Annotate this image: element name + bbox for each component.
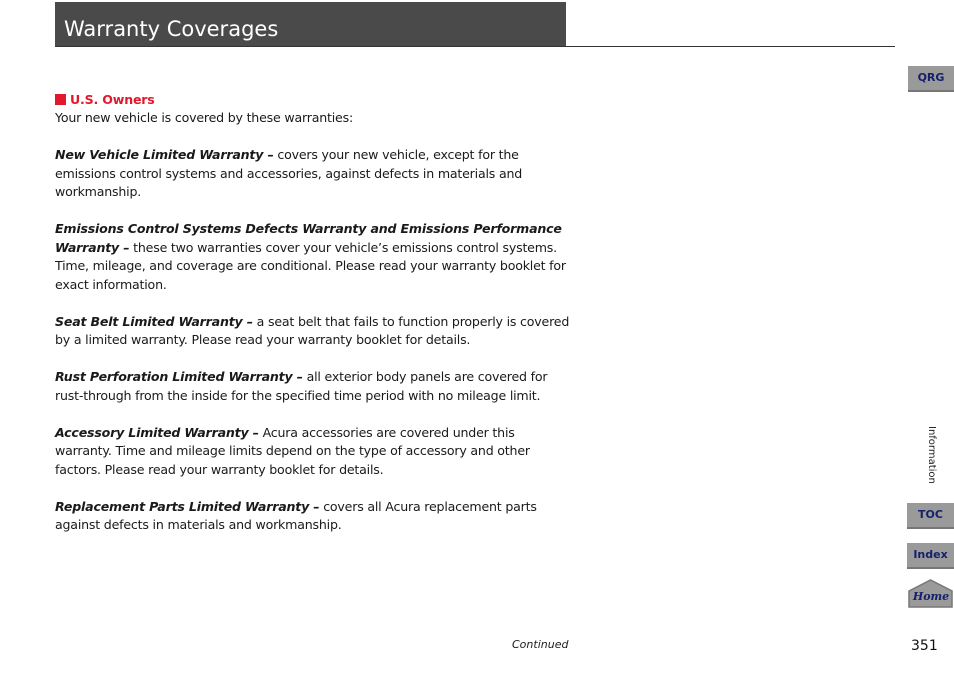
- warranty-paragraph: [55, 313, 570, 350]
- warranty-term: Accessory Limited Warranty –: [55, 424, 259, 440]
- toc-tab[interactable]: TOC: [907, 503, 954, 529]
- title-divider: [55, 46, 895, 47]
- warranty-paragraph: [55, 498, 570, 535]
- warranty-description: a seat belt that fails to function properly is covered by a limited warranty. Please read your warranty booklet for details.: [55, 313, 570, 347]
- warranty-paragraph: [55, 220, 570, 294]
- warranty-term: Emissions Control Systems Defects Warranty and Emissions Performance Warranty –: [55, 221, 562, 255]
- main-content: [55, 91, 570, 553]
- warranty-term: Replacement Parts Limited Warranty –: [55, 498, 320, 514]
- page-title-bar: [55, 2, 566, 46]
- home-label: Home: [912, 590, 950, 603]
- page-title: Warranty Coverages: [64, 17, 279, 41]
- warranty-term: Rust Perforation Limited Warranty –: [55, 369, 303, 384]
- index-tab[interactable]: Index: [907, 543, 954, 569]
- section-heading: [55, 91, 570, 109]
- warranty-description: covers all Acura replacement parts against defects in materials and workmanship.: [55, 498, 537, 532]
- home-button[interactable]: [907, 579, 954, 609]
- warranty-description: Acura accessories are covered under this warranty. Time and mileage limits depend on the type of accessory and other factors. Please read your warranty booklet for details.: [55, 424, 530, 477]
- section-heading-label: U.S. Owners: [70, 92, 155, 107]
- warranty-term: Seat Belt Limited Warranty –: [55, 313, 253, 329]
- warranty-paragraph: [55, 368, 570, 405]
- chapter-label: Information: [926, 426, 937, 484]
- intro-text: Your new vehicle is covered by these warranties:: [55, 110, 353, 125]
- red-square-icon: [55, 94, 66, 105]
- warranty-term: New Vehicle Limited Warranty –: [55, 147, 274, 162]
- continued-label: Continued: [512, 638, 569, 651]
- page-number: 351: [911, 638, 938, 654]
- warranty-description: all exterior body panels are covered for rust-through from the inside for the specified time period with no mileage limit.: [55, 369, 548, 403]
- warranty-description: these two warranties cover your vehicle’s emissions control systems. Time, mileage, and coverage are conditional. Please read your warranty booklet for exact information.: [55, 239, 566, 292]
- warranty-paragraph: [55, 424, 570, 480]
- warranty-description: covers your new vehicle, except for the emissions control systems and accessories, against defects in materials and workmanship.: [55, 147, 523, 199]
- warranty-paragraph: [55, 146, 570, 202]
- qrg-tab[interactable]: QRG: [908, 66, 954, 92]
- home-icon: [907, 579, 954, 609]
